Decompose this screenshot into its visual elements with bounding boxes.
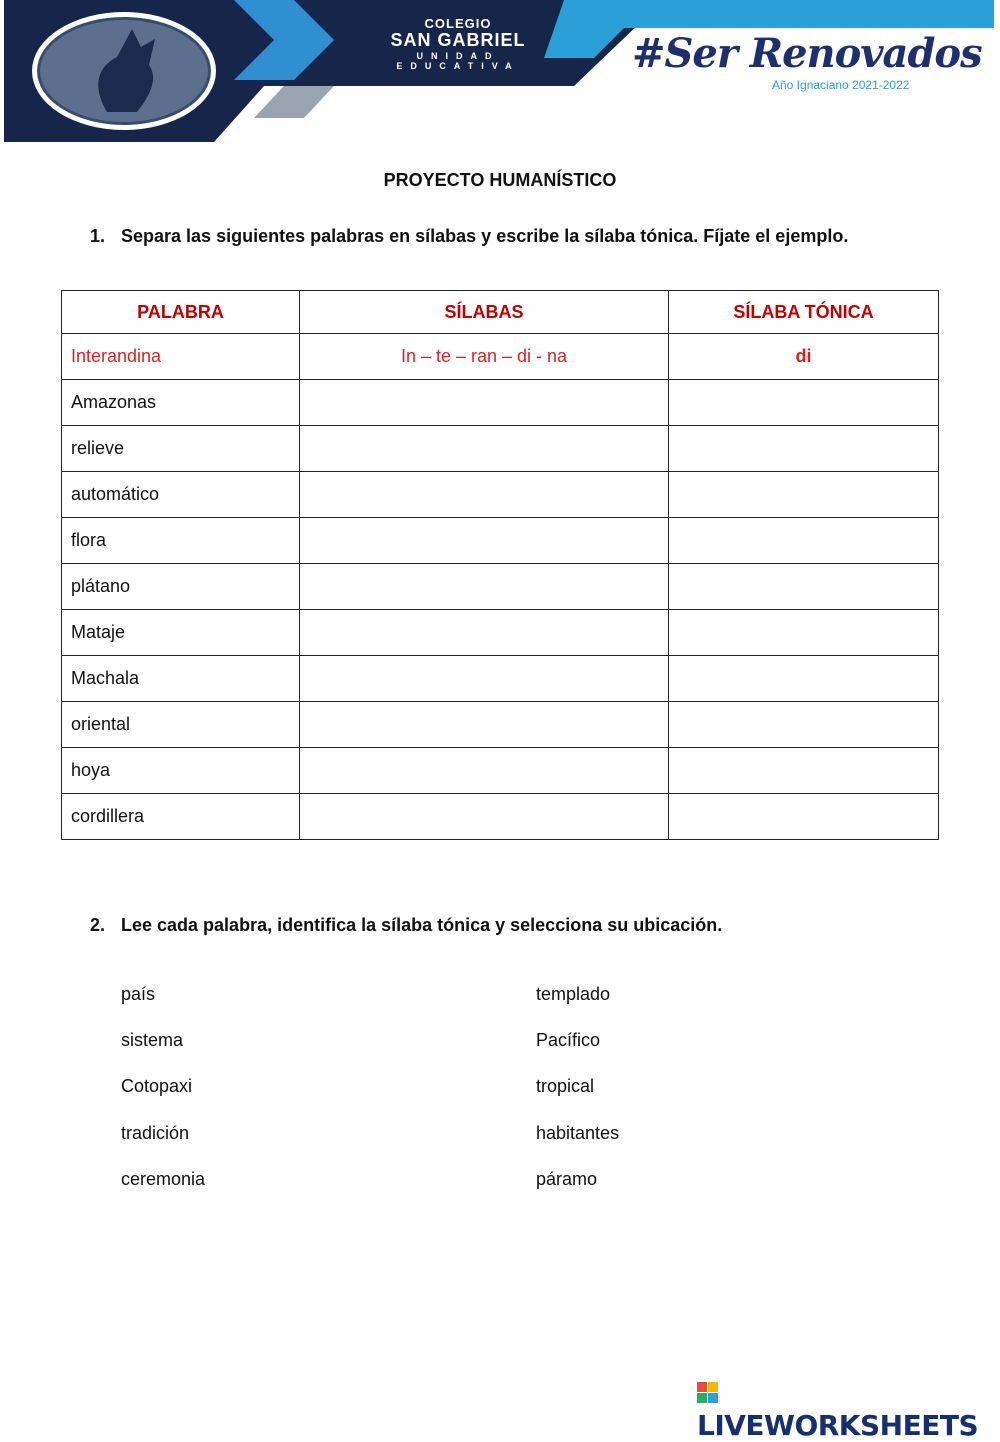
table-row (62, 518, 939, 564)
table-row (62, 794, 939, 840)
tonic-input[interactable] (669, 610, 939, 656)
word-cell: oriental (62, 702, 300, 748)
word-item[interactable]: Pacífico (536, 1030, 601, 1050)
liveworksheets-logo[interactable] (697, 1376, 1000, 1442)
year-line: Año Ignaciano 2021-2022 (772, 78, 910, 92)
word-item[interactable]: páramo (536, 1169, 598, 1189)
word-cell: automático (62, 472, 300, 518)
example-word: Interandina (62, 334, 300, 380)
table-row (62, 380, 939, 426)
question-2 (90, 915, 722, 936)
word-item[interactable]: Cotopaxi (121, 1076, 193, 1096)
word-cell: hoya (62, 748, 300, 794)
table-row (62, 702, 939, 748)
table-row (62, 748, 939, 794)
syllable-table (61, 290, 939, 840)
table-row (62, 610, 939, 656)
table-row (62, 472, 939, 518)
table-row (62, 656, 939, 702)
word-item[interactable]: templado (536, 984, 611, 1004)
word-item[interactable]: sistema (121, 1030, 184, 1050)
question-1-text: Separa las siguientes palabras en sílabas y escribe la sílaba tónica. Fíjate el ejemplo. (121, 226, 849, 246)
syllables-input[interactable] (300, 426, 669, 472)
word-cell: cordillera (62, 794, 300, 840)
table-row (62, 564, 939, 610)
word-cell: plátano (62, 564, 300, 610)
syllables-input[interactable] (300, 656, 669, 702)
word-item[interactable]: tropical (536, 1076, 595, 1096)
school-logo (32, 12, 216, 130)
word-cell: flora (62, 518, 300, 564)
header-silaba-tonica: SÍLABA TÓNICA (669, 291, 939, 334)
tonic-input[interactable] (669, 794, 939, 840)
tonic-input[interactable] (669, 748, 939, 794)
school-top: COLEGIO (424, 16, 492, 31)
tonic-input[interactable] (669, 564, 939, 610)
example-row (62, 334, 939, 380)
tonic-input[interactable] (669, 656, 939, 702)
word-item[interactable]: ceremonia (121, 1169, 206, 1189)
tonic-input[interactable] (669, 426, 939, 472)
syllables-input[interactable] (300, 380, 669, 426)
school-name-text: SAN GABRIEL (390, 30, 526, 50)
liveworksheets-text: LIVEWORKSHEETS (697, 1409, 979, 1442)
word-item[interactable]: país (121, 984, 156, 1004)
tonic-input[interactable] (669, 472, 939, 518)
example-syllables: In – te – ran – di - na (300, 334, 669, 380)
school-name (358, 16, 558, 71)
tonic-input[interactable] (669, 702, 939, 748)
header-palabra: PALABRA (62, 291, 300, 334)
syllables-input[interactable] (300, 748, 669, 794)
tonic-input[interactable] (669, 518, 939, 564)
syllables-input[interactable] (300, 518, 669, 564)
syllables-input[interactable] (300, 472, 669, 518)
word-cell: relieve (62, 426, 300, 472)
question-2-text: Lee cada palabra, identifica la sílaba tónica y selecciona su ubicación. (121, 915, 723, 935)
question-1 (90, 226, 848, 247)
example-tonic: di (669, 334, 939, 380)
syllables-input[interactable] (300, 794, 669, 840)
table-header-row (62, 291, 939, 334)
question-1-number: 1. (90, 226, 106, 246)
word-item[interactable]: habitantes (536, 1123, 620, 1143)
page-title: PROYECTO HUMANÍSTICO (383, 170, 617, 190)
slogan: #Ser Renovados (632, 30, 982, 77)
wolf-icon (37, 17, 211, 125)
header-banner (4, 0, 994, 142)
table-row (62, 426, 939, 472)
question-2-number: 2. (90, 915, 106, 935)
syllables-input[interactable] (300, 610, 669, 656)
tonic-input[interactable] (669, 380, 939, 426)
word-cell: Amazonas (62, 380, 300, 426)
syllables-input[interactable] (300, 702, 669, 748)
syllables-input[interactable] (300, 564, 669, 610)
word-item[interactable]: tradición (121, 1123, 190, 1143)
school-sub: UNIDAD EDUCATIVA (396, 51, 520, 71)
word-cell: Mataje (62, 610, 300, 656)
liveworksheets-icon (697, 1382, 719, 1404)
word-cell: Machala (62, 656, 300, 702)
header-silabas: SÍLABAS (300, 291, 669, 334)
